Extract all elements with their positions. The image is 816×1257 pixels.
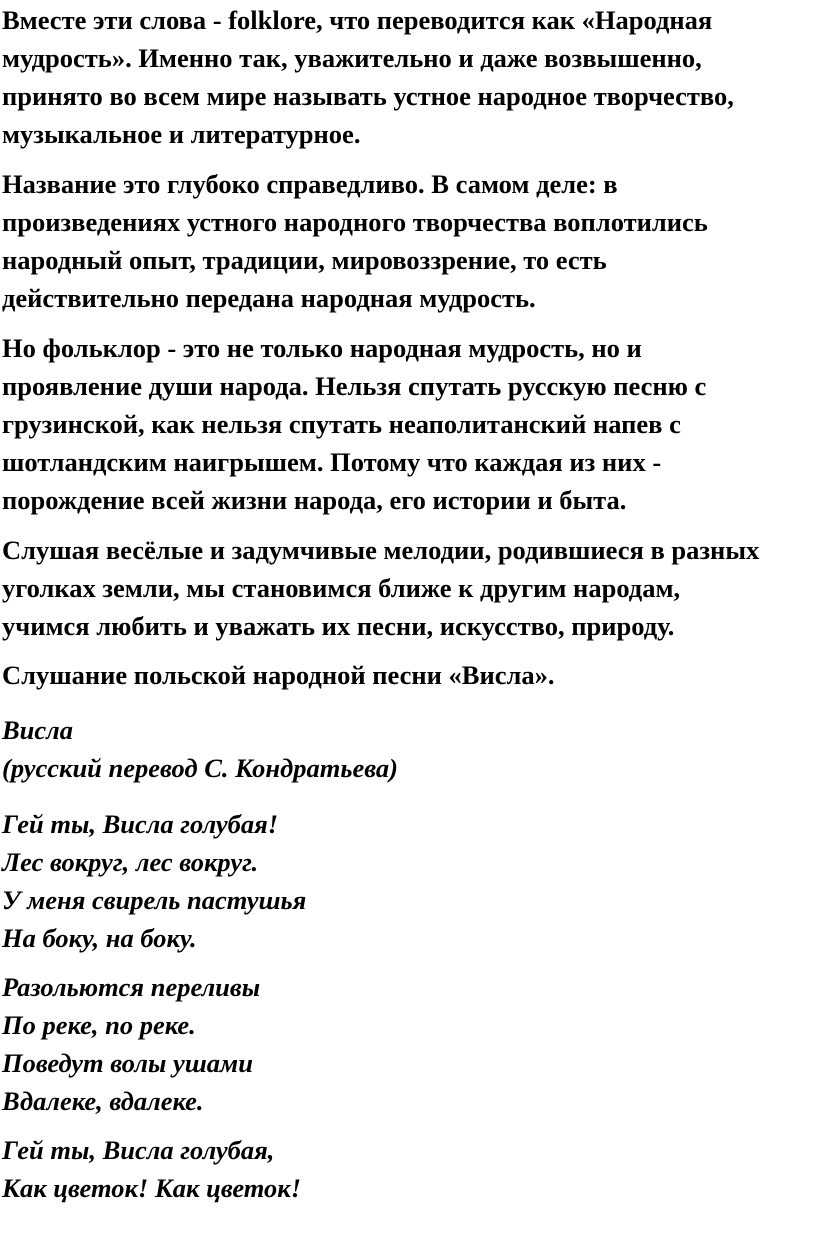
verse-line: Разольются переливы <box>2 972 261 1002</box>
text-line: Вместе эти слова - folklore, что переводится как «Народная <box>2 5 713 35</box>
text-line: мудрость». Именно так, уважительно и даже возвышенно, <box>2 43 702 73</box>
verse-line: Лес вокруг, лес вокруг. <box>2 847 259 877</box>
verse-line: Как цветок! Как цветок! <box>2 1173 302 1203</box>
text-line: народный опыт, традиции, мировоззрение, то есть <box>2 245 607 275</box>
text-line: Но фольклор - это не только народная мудрость, но и <box>2 333 642 363</box>
verse-line: На боку, на боку. <box>2 923 197 953</box>
text-line: шотландским наигрышем. Потому что каждая из них - <box>2 447 662 477</box>
verse-line: Вдалеке, вдалеке. <box>2 1086 204 1116</box>
text-line: порождение всей жизни народа, его истории и быта. <box>2 485 627 515</box>
verse-line: (русский перевод С. Кондратьева) <box>2 753 398 783</box>
text-line: грузинской, как нельзя спутать неаполитанский напев с <box>2 409 681 439</box>
text-line: произведениях устного народного творчества воплотились <box>2 207 708 237</box>
verse-line: Висла <box>2 715 74 745</box>
text-line: учимся любить и уважать их песни, искусство, природу. <box>2 611 675 641</box>
text-line: Слушая весёлые и задумчивые мелодии, родившиеся в разных <box>2 535 760 565</box>
text-line: уголках земли, мы становимся ближе к другим народам, <box>2 573 681 603</box>
text-line: музыкальное и литературное. <box>2 119 361 149</box>
text-line: проявление души народа. Нельзя спутать русскую песню с <box>2 371 707 401</box>
text-line: принято во всем мире называть устное народное творчество, <box>2 81 734 111</box>
verse-line: Гей ты, Висла голубая! <box>2 809 279 839</box>
text-line: Название это глубоко справедливо. В самом деле: в <box>2 169 618 199</box>
verse-line: Гей ты, Висла голубая, <box>2 1135 275 1165</box>
verse-line: По реке, по реке. <box>2 1010 196 1040</box>
text-line: Слушание польской народной песни «Висла». <box>2 660 555 690</box>
verse-line: Поведут волы ушами <box>2 1048 253 1078</box>
text-line: действительно передана народная мудрость. <box>2 283 536 313</box>
verse-line: У меня свирель пастушья <box>2 885 307 915</box>
